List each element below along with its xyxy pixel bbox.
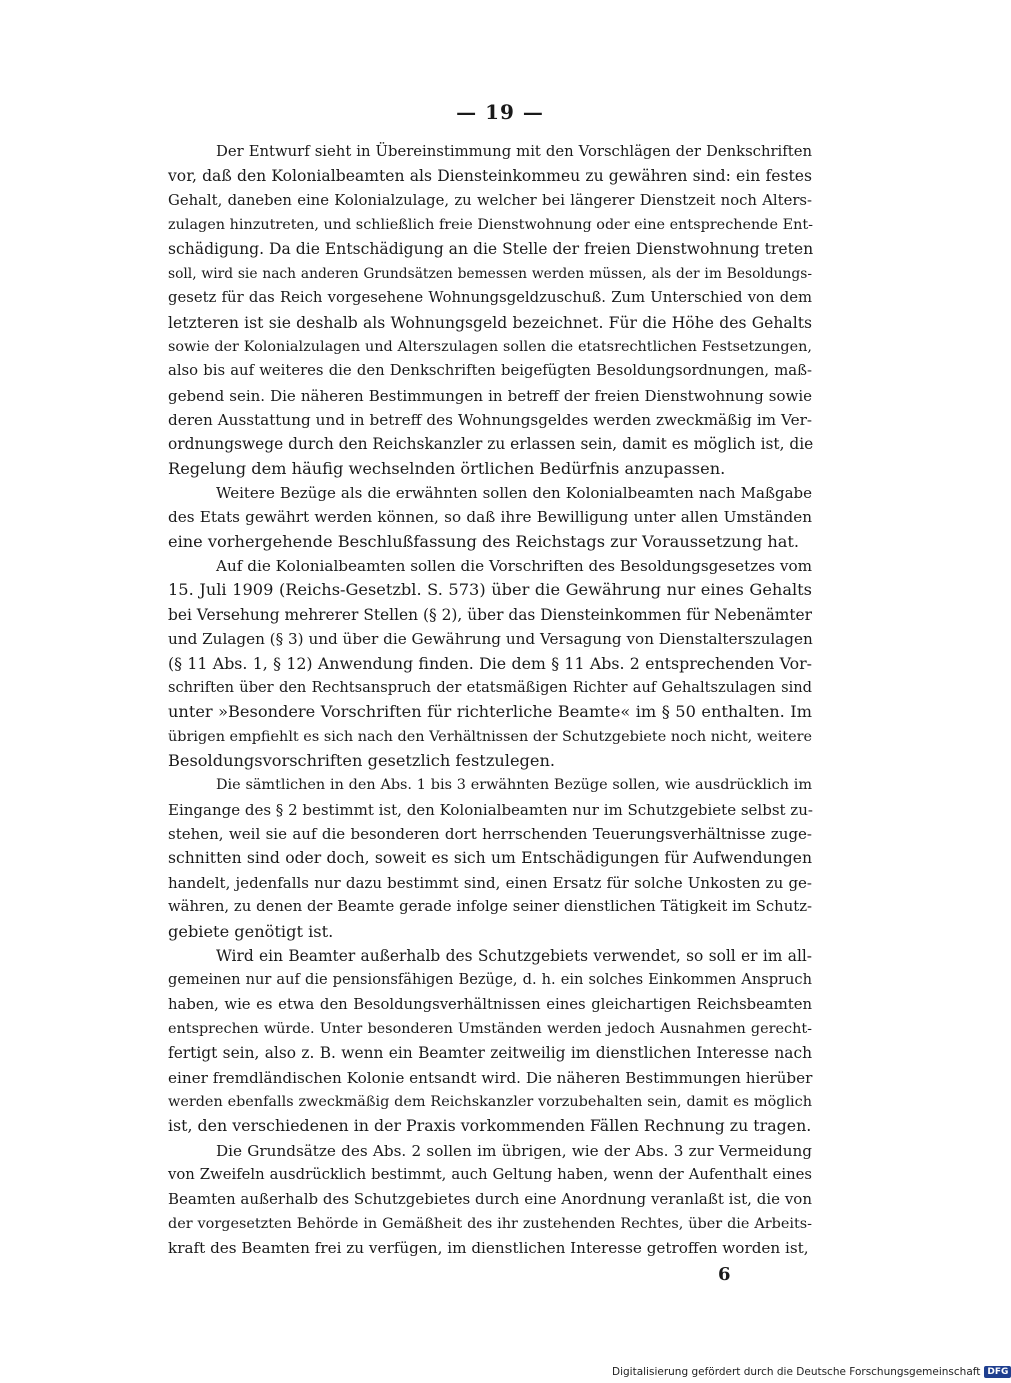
text-line: Beamten außerhalb des Schutzgebietes durch eine Anordnung veranlaßt ist, die von	[168, 1190, 812, 1209]
text-line: übrigen empfiehlt es sich nach den Verhältnissen der Schutzgebiete noch nicht, weitere	[168, 728, 812, 745]
text-line: Gehalt, daneben eine Kolonialzulage, zu welcher bei längerer Dienstzeit noch Alters-	[168, 191, 812, 209]
text-line: ordnungswege durch den Reichskanzler zu erlassen sein, damit es möglich ist, die	[168, 435, 814, 454]
paragraph	[168, 944, 812, 1139]
text-line: stehen, weil sie auf die besonderen dort herrschenden Teuerungsverhältnisse zuge-	[168, 825, 812, 844]
text-line: eine vorhergehende Beschlußfassung des Reichstags zur Voraussetzung hat.	[168, 531, 800, 551]
text-line: Weitere Bezüge als die erwähnten sollen den Kolonialbeamten nach Maßgabe	[216, 484, 812, 503]
text-line: (§ 11 Abs. 1, § 12) Anwendung finden. Die dem § 11 Abs. 2 entsprechenden Vor-	[168, 653, 812, 673]
text-line: gesetz für das Reich vorgesehene Wohnungsgeldzuschuß. Zum Unterschied von dem	[168, 289, 812, 307]
dfg-logo: DFG	[984, 1366, 1011, 1378]
paragraph	[168, 773, 812, 944]
text-line: zulagen hinzutreten, und schließlich freie Dienstwohnung oder eine entsprechende Ent-	[168, 217, 814, 234]
page-number: — 19 —	[456, 100, 544, 124]
text-line: unter »Besondere Vorschriften für richterliche Beamte« im § 50 enthalten. Im	[168, 702, 812, 722]
text-line: werden ebenfalls zweckmäßig dem Reichskanzler vorzubehalten sein, damit es möglich	[168, 1094, 812, 1111]
text-line: handelt, jedenfalls nur dazu bestimmt sind, einen Ersatz für solche Unkosten zu ge-	[168, 873, 812, 892]
text-line: Regelung dem häufig wechselnden örtlichen Bedürfnis anzupassen.	[168, 458, 726, 478]
text-line: kraft des Beamten frei zu verfügen, im dienstlichen Interesse getroffen worden ist,	[168, 1239, 809, 1258]
text-line: haben, wie es etwa den Besoldungsverhältnissen eines gleichartigen Reichsbeamten	[168, 995, 812, 1013]
text-line: einer fremdländischen Kolonie entsandt wird. Die näheren Bestimmungen hierüber	[168, 1068, 813, 1087]
text-line: bei Versehung mehrerer Stellen (§ 2), über das Diensteinkommen für Nebenämter	[168, 605, 812, 624]
text-line: Die sämtlichen in den Abs. 1 bis 3 erwähnten Bezüge sollen, wie ausdrücklich im	[216, 777, 812, 794]
text-line: deren Ausstattung und in betreff des Wohnungsgeldes werden zweckmäßig im Ver-	[168, 410, 812, 429]
text-line: Eingange des § 2 bestimmt ist, den Kolonialbeamten nur im Schutzgebiete selbst zu-	[168, 800, 813, 819]
text-line: ist, den verschiedenen in der Praxis vorkommenden Fällen Rechnung zu tragen.	[168, 1116, 812, 1136]
text-line: schnitten sind oder doch, soweit es sich um Entschädigungen für Aufwendungen	[168, 849, 812, 868]
body-text	[168, 140, 812, 1261]
text-line: Besoldungsvorschriften gesetzlich festzulegen.	[168, 750, 556, 770]
text-line: Wird ein Beamter außerhalb des Schutzgebiets verwendet, so soll er im all-	[216, 946, 812, 965]
text-line: des Etats gewährt werden können, so daß ihre Bewilligung unter allen Umständen	[168, 508, 812, 527]
text-line: also bis auf weiteres die den Denkschriften beigefügten Besoldungsordnungen, maß-	[168, 362, 812, 380]
text-line: schädigung. Da die Entschädigung an die Stelle der freien Dienstwohnung treten	[168, 240, 814, 259]
paragraph	[168, 481, 812, 554]
footer-text: Digitalisierung gefördert durch die Deutsche Forschungsgemeinschaft	[612, 1366, 981, 1378]
text-line: und Zulagen (§ 3) und über die Gewährung und Versagung von Dienstalterszulagen	[168, 630, 813, 649]
text-line: von Zweifeln ausdrücklich bestimmt, auch Geltung haben, wenn der Aufenthalt eines	[168, 1166, 812, 1184]
text-line: letzteren ist sie deshalb als Wohnungsgeld bezeichnet. Für die Höhe des Gehalts	[168, 313, 812, 332]
text-line: vor, daß den Kolonialbeamten als Diensteinkommeu zu gewähren sind: ein festes	[168, 167, 812, 186]
text-line: der vorgesetzten Behörde in Gemäßheit des ihr zustehenden Rechtes, über die Arbeits-	[168, 1215, 812, 1232]
text-line: währen, zu denen der Beamte gerade infolge seiner dienstlichen Tätigkeit im Schutz-	[168, 898, 812, 916]
signature-mark: 6	[718, 1264, 731, 1285]
paragraph	[168, 554, 812, 773]
footer	[612, 1366, 1011, 1378]
text-line: schriften über den Rechtsanspruch der etatsmäßigen Richter auf Gehaltszulagen sind	[168, 678, 812, 696]
text-line: 15. Juli 1909 (Reichs-Gesetzbl. S. 573) über die Gewährung nur eines Gehalts	[168, 580, 812, 600]
paragraph	[168, 1139, 812, 1261]
text-line: gemeinen nur auf die pensionsfähigen Bezüge, d. h. ein solches Einkommen Anspruch	[168, 971, 812, 989]
text-line: Der Entwurf sieht in Übereinstimmung mit den Vorschlägen der Denkschriften	[216, 143, 812, 160]
text-line: soll, wird sie nach anderen Grundsätzen bemessen werden müssen, als der im Besoldungs-	[168, 265, 812, 282]
text-line: Die Grundsätze des Abs. 2 sollen im übrigen, wie der Abs. 3 zur Vermeidung	[216, 1141, 812, 1160]
text-line: gebiete genötigt ist.	[168, 921, 334, 941]
text-line: sowie der Kolonialzulagen und Alterszulagen sollen die etatsrechtlichen Festsetzungen,	[168, 338, 812, 355]
text-line: Auf die Kolonialbeamten sollen die Vorschriften des Besoldungsgesetzes vom	[216, 557, 812, 576]
text-line: fertigt sein, also z. B. wenn ein Beamter zeitweilig im dienstlichen Interesse nach	[168, 1044, 812, 1063]
text-line: entsprechen würde. Unter besonderen Umständen werden jedoch Ausnahmen gerecht-	[168, 1020, 812, 1037]
text-line: gebend sein. Die näheren Bestimmungen in betreff der freien Dienstwohnung sowie	[168, 386, 812, 405]
paragraph	[168, 140, 812, 481]
